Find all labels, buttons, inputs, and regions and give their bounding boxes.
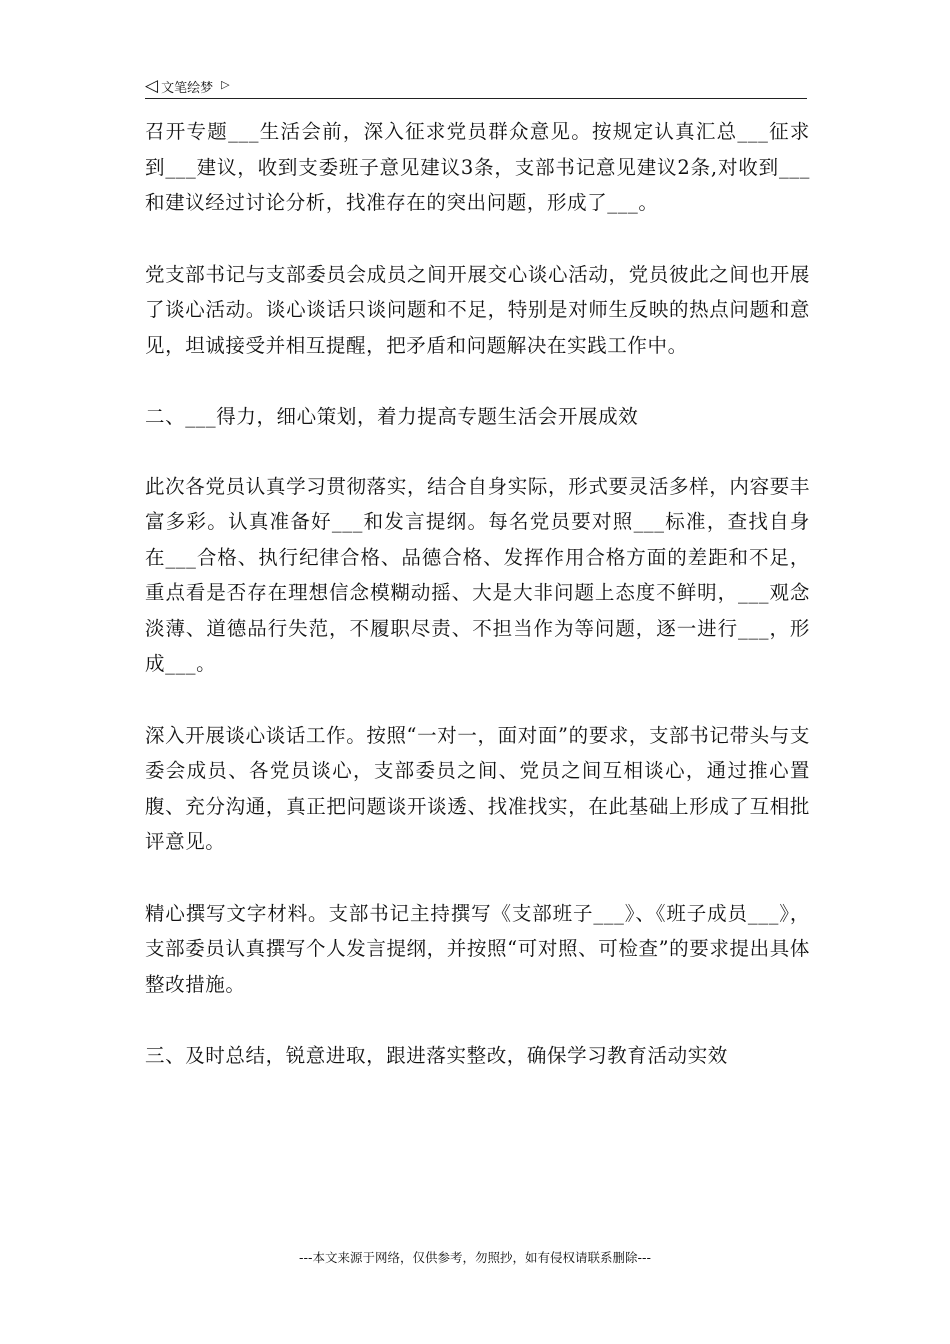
paragraph: 精心撰写文字材料。支部书记主持撰写《支部班子___》、《班子成员___》，支部委员认真撰写个人发言提纲，并按照“可对照、可检查”的要求提出具体整改措施。 xyxy=(145,901,810,996)
footer-disclaimer: ---本文来源于网络，仅供参考，勿照抄，如有侵权请联系删除--- xyxy=(298,1250,652,1265)
paragraph: 召开专题___生活会前，深入征求党员群众意见。按规定认真汇总___征求到___建议，收到支委班子意见建议3条，支部书记意见建议2条,对收到___和建议经过讨论分析，找准存在的突出问题，形成了___。 xyxy=(145,120,810,214)
section-heading: 二、___得力，细心策划，着力提高专题生活会开展成效 xyxy=(145,405,639,428)
brand-text: 文笔绘梦 xyxy=(161,80,214,96)
triangle-right-icon: ▷ xyxy=(221,77,230,91)
triangle-left-icon: ◁ xyxy=(145,75,159,96)
brand xyxy=(145,77,230,96)
paragraph: 此次各党员认真学习贯彻落实，结合自身实际，形式要灵活多样，内容要丰富多彩。认真准备好___和发言提纲。每名党员要对照___标准，查找自身在___合格、执行纪律合格、品德合格、发挥作用合格方面的差距和不足，重点看是否存在理想信念模糊动摇、大是大非问题上态度不鲜明，___观念淡薄、道德品行失范，不履职尽责、不担当作为等问题，逐一进行___，形成___。 xyxy=(145,474,810,675)
page-header xyxy=(145,74,807,99)
paragraph: 深入开展谈心谈话工作。按照“一对一，面对面”的要求，支部书记带头与支委会成员、各党员谈心，支部委员之间、党员之间互相谈心，通过推心置腹、充分沟通，真正把问题谈开谈透、找准找实，在此基础上形成了互相批评意见。 xyxy=(145,723,810,853)
section-heading: 三、及时总结，锐意进取，跟进落实整改，确保学习教育活动实效 xyxy=(145,1044,728,1067)
document-body xyxy=(145,114,810,1108)
paragraph: 党支部书记与支部委员会成员之间开展交心谈心活动，党员彼此之间也开展了谈心活动。谈心谈话只谈问题和不足，特别是对师生反映的热点问题和意见，坦诚接受并相互提醒，把矛盾和问题解决在实践工作中。 xyxy=(145,262,810,357)
